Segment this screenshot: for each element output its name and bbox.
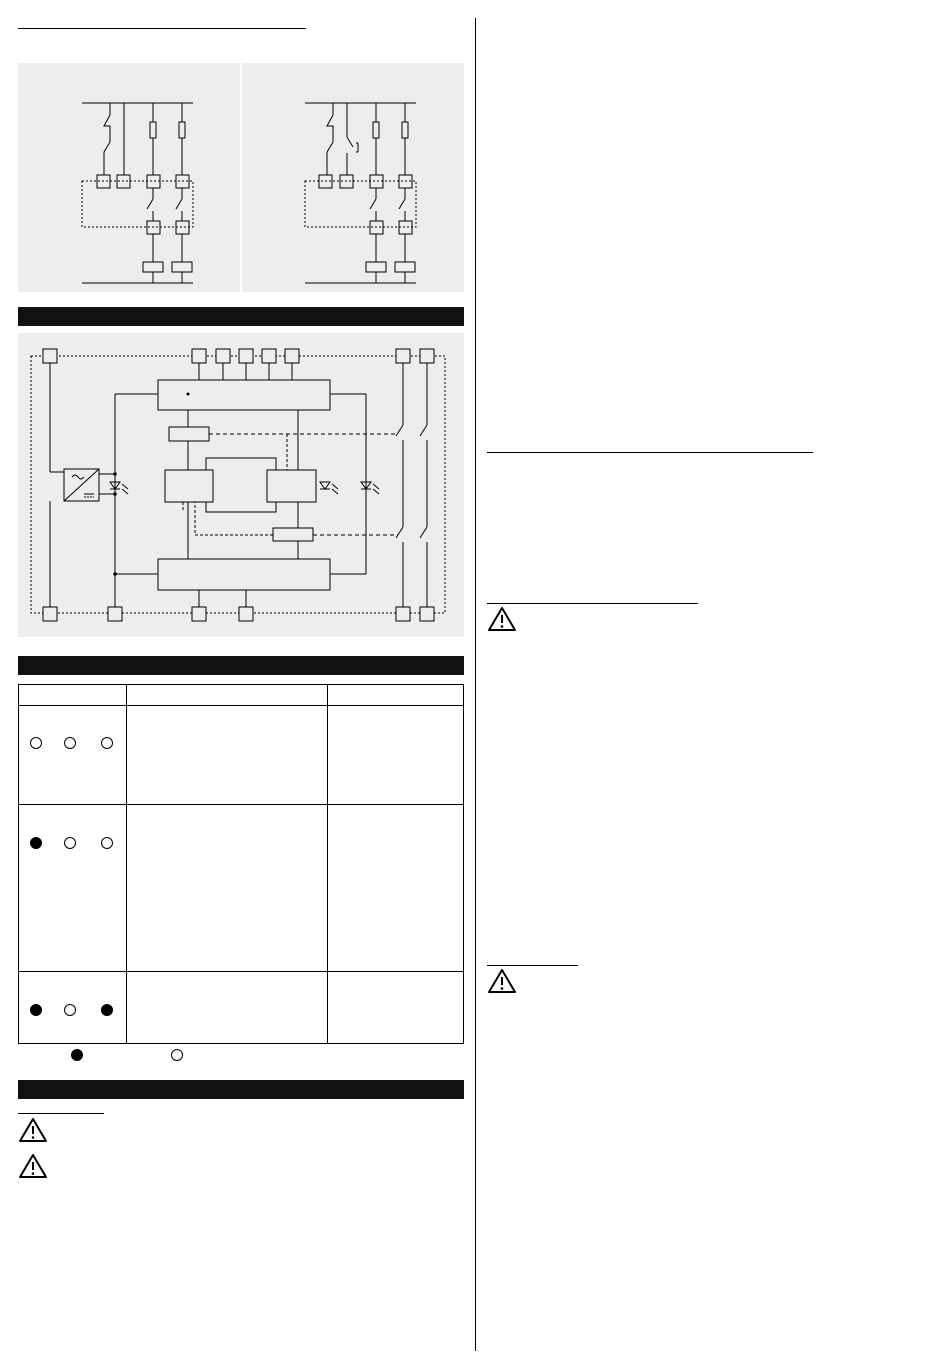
warning-triangle-icon <box>487 968 517 994</box>
legend-off-icon <box>172 1050 183 1061</box>
section-bar-safety <box>18 1080 464 1099</box>
heading-rule-right-1 <box>487 452 813 453</box>
heading-rule-right-2 <box>487 603 698 604</box>
heading-rule-right-3 <box>487 965 578 966</box>
heading-rule-safety <box>18 1113 104 1114</box>
legend-on-icon <box>72 1050 83 1061</box>
warning-triangle-icon <box>18 1153 48 1179</box>
warning-triangle-icon <box>487 606 517 632</box>
warning-triangle-icon <box>18 1117 48 1143</box>
